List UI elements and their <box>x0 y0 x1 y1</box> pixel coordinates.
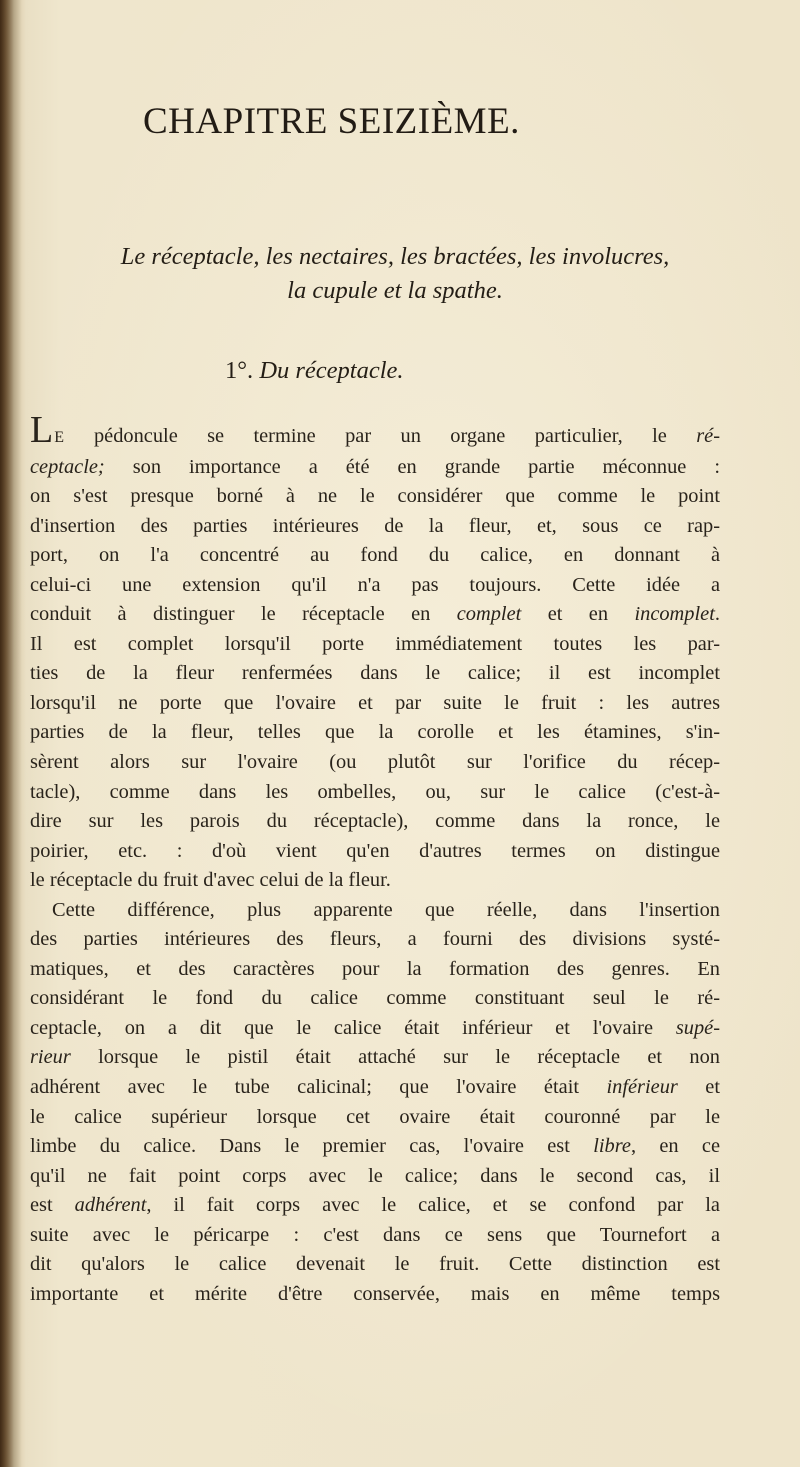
text-run: lorsqu'il ne porte que l'ovaire et par suite le fruit : les autres <box>30 691 720 714</box>
text-line <box>30 1132 720 1162</box>
summary-line: Le réceptacle, les nectaires, les bractées, les involucres, <box>120 243 670 270</box>
text-line <box>30 984 720 1014</box>
binding-shadow <box>0 0 22 1467</box>
italic-term: ré- <box>696 425 720 447</box>
text-run: suite avec le péricarpe : c'est dans ce sens que Tournefort a <box>30 1223 720 1246</box>
text-run: considérant le fond du calice comme constituant seul le ré- <box>30 987 720 1010</box>
text-run: adhérent avec le tube calicinal; que l'ovaire était <box>30 1076 607 1099</box>
text-run: Cette différence, plus apparente que réelle, dans l'insertion <box>52 898 720 921</box>
text-run: dit qu'alors le calice devenait le fruit. Cette distinction est <box>30 1253 720 1276</box>
text-line <box>30 541 720 571</box>
italic-term: incomplet <box>634 603 715 626</box>
section-title: Du réceptacle. <box>259 357 404 384</box>
text-run: port, on l'a concentré au fond du calice, en donnant à <box>30 544 720 567</box>
text-line <box>30 630 720 660</box>
summary-line: la cupule et la spathe. <box>287 277 503 304</box>
text-line <box>30 1221 720 1251</box>
text-run: le réceptacle du fruit d'avec celui de la fleur. <box>30 869 391 892</box>
text-run: des parties intérieures des fleurs, a fourni des divisions systé- <box>30 928 720 951</box>
text-line <box>30 866 720 896</box>
italic-term: supé- <box>675 1016 720 1039</box>
italic-term: rieur <box>30 1046 71 1069</box>
text-run: lorsque le pistil était attaché sur le réceptacle et non <box>70 1046 720 1069</box>
drop-cap: L <box>30 409 55 451</box>
small-cap: E <box>54 429 65 446</box>
text-line <box>30 748 720 778</box>
text-run: ceptacle, on a dit que le calice était inférieur et l'ovaire <box>30 1016 676 1039</box>
text-run: poirier, etc. : d'où vient qu'en d'autres termes on distingue <box>30 839 720 862</box>
text-line <box>30 1191 720 1221</box>
text-run: et <box>677 1076 720 1099</box>
text-run: matiques, et des caractères pour la formation des genres. En <box>30 957 720 980</box>
text-line <box>30 1162 720 1192</box>
text-run: pédoncule se termine par un organe particulier, le <box>64 425 697 447</box>
text-line <box>30 409 720 453</box>
italic-term: ceptacle; <box>30 455 105 478</box>
chapter-title: CHAPITRE SEIZIÈME. <box>143 101 520 142</box>
text-run: conduit à distinguer le réceptacle en <box>30 603 457 626</box>
text-line <box>30 571 720 601</box>
text-run: est <box>30 1194 75 1217</box>
text-line <box>30 482 720 512</box>
text-run: , il fait corps avec le calice, et se confond par la <box>146 1194 720 1217</box>
text-run: Il est complet lorsqu'il porte immédiatement toutes les par- <box>30 632 720 655</box>
text-line <box>30 1103 720 1133</box>
text-run: ties de la fleur renfermées dans le calice; il est incomplet <box>30 662 720 685</box>
section-heading <box>225 357 585 385</box>
text-line <box>30 453 720 483</box>
text-line <box>30 807 720 837</box>
text-line <box>30 600 720 630</box>
text-run: parties de la fleur, telles que la corolle et les étamines, s'in- <box>30 721 720 744</box>
text-run: le calice supérieur lorsque cet ovaire était couronné par le <box>30 1105 720 1128</box>
text-run: son importance a été en grande partie méconnue : <box>104 455 720 478</box>
text-run: limbe du calice. Dans le premier cas, l'ovaire est <box>30 1135 594 1158</box>
text-run: sèrent alors sur l'ovaire (ou plutôt sur l'orifice du récep- <box>30 751 720 774</box>
text-line <box>30 718 720 748</box>
text-line <box>30 778 720 808</box>
text-line <box>30 1250 720 1280</box>
text-line <box>30 512 720 542</box>
text-line <box>30 689 720 719</box>
text-run: celui-ci une extension qu'il n'a pas toujours. Cette idée a <box>30 573 720 596</box>
text-run: et en <box>521 603 635 626</box>
italic-term: inférieur <box>606 1076 678 1099</box>
text-run: on s'est presque borné à ne le considérer que comme le point <box>30 485 720 508</box>
text-line <box>30 1043 720 1073</box>
text-run: tacle), comme dans les ombelles, ou, sur le calice (c'est-à- <box>30 780 720 803</box>
text-run: , en ce <box>630 1135 721 1158</box>
text-line <box>30 955 720 985</box>
chapter-summary <box>90 240 700 308</box>
text-line <box>30 925 720 955</box>
text-run: importante et mérite d'être conservée, mais en même temps <box>30 1282 720 1305</box>
text-run: . <box>714 603 720 626</box>
section-number: 1°. <box>225 357 254 384</box>
text-run: d'insertion des parties intérieures de la fleur, et, sous ce rap- <box>30 514 720 537</box>
italic-term: libre <box>593 1135 631 1158</box>
text-run: qu'il ne fait point corps avec le calice; dans le second cas, il <box>30 1164 720 1187</box>
text-line <box>30 1073 720 1103</box>
text-line <box>30 1280 720 1310</box>
text-line <box>30 659 720 689</box>
body-text <box>30 409 721 1309</box>
text-line <box>30 837 720 867</box>
italic-term: adhérent <box>74 1194 147 1217</box>
italic-term: complet <box>456 603 522 626</box>
text-run: dire sur les parois du réceptacle), comme dans la ronce, le <box>30 810 720 833</box>
text-line <box>30 1014 720 1044</box>
text-line <box>30 896 720 926</box>
